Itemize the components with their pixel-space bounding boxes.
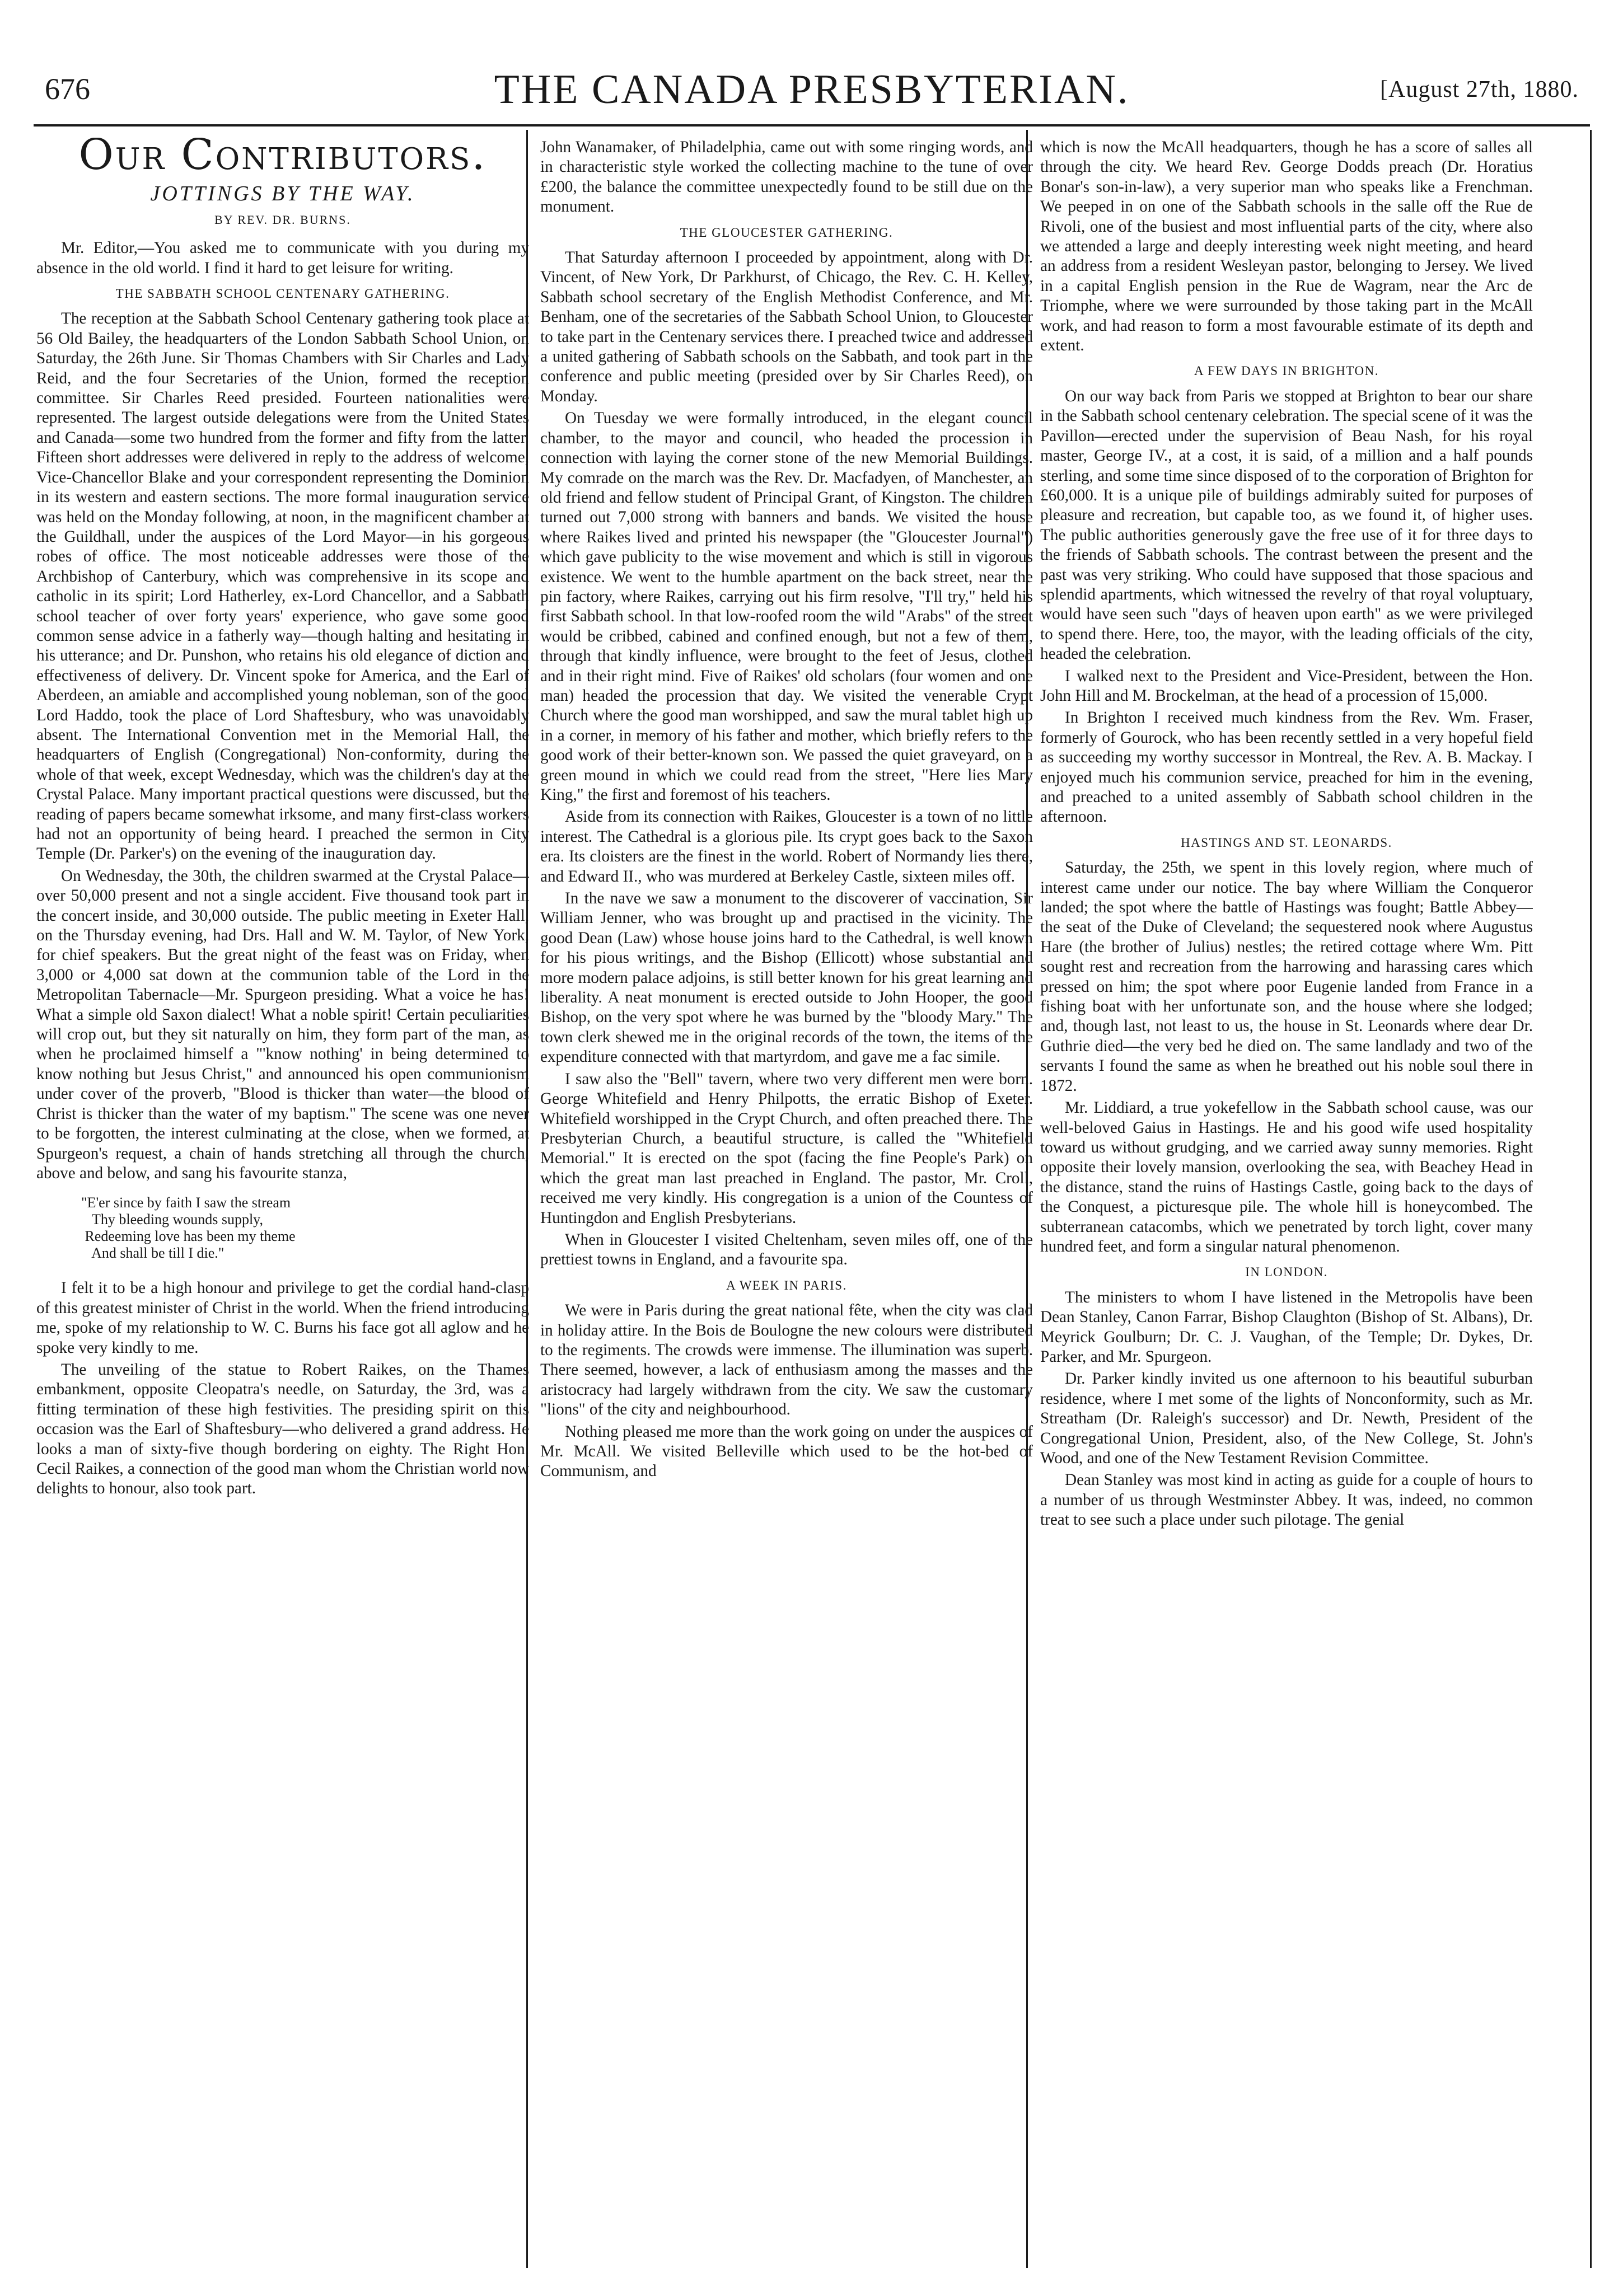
subheading: THE GLOUCESTER GATHERING.: [680, 225, 894, 240]
subheading: A WEEK IN PARIS.: [726, 1278, 847, 1292]
paragraph: I walked next to the President and Vice-President, between the Hon. John Hill and M. Brockelman, at the head of a procession of 15,000.: [1040, 667, 1533, 705]
column-3: [1040, 138, 1533, 2262]
column-2: [540, 138, 1033, 2262]
paragraph: Nothing pleased me more than the work going on under the auspices of Mr. McAll. We visited Belleville which used to be the hot-bed of Communism, and: [540, 1422, 1033, 1480]
subheading: IN LONDON.: [1245, 1265, 1328, 1280]
masthead-rule: [34, 124, 1590, 126]
paragraph: In the nave we saw a monument to the discoverer of vaccination, Sir William Jenner, who was brought up and practised in the vicinity. The good Dean (Law) whose house joins hard to the Cathedral, is well known for his pious writings, and the Bishop (Ellicott) whose substantial and more modern palace adjoins, is still better known for his great learning and liberality. A neat monument is erected outside to John Hooper, the good Bishop, on the very spot where he was burned by the "bloody Mary." The town clerk shewed me in the original records of the town, the items of the expenditure connected with that martyrdom, and gave me a fac simile.: [540, 889, 1033, 1066]
masthead: [34, 66, 1590, 116]
paragraph: On Tuesday we were formally introduced, in the elegant council chamber, to the mayor and council, who headed the procession in connection with laying the corner stone of the new Memorial Buildings. My comrade on the march was the Rev. Dr. Macfadyen, of Manchester, an old friend and fellow student of Principal Grant, of Kingston. The children turned out 7,000 strong with banners and bands. We visited the house where Raikes lived and printed his newspaper (the "Gloucester Journal") which gave publicity to the wise movement and which is still in vigorous existence. We went to the humble apartment on the back street, near the pin factory, where Raikes, carrying out his firm resolve, "I'll try," held his first Sabbath school. In that low-roofed room the wild "Arabs" of the street would be cribbed, cabined and confined enough, but not a few of them, through that kindly influence, were brought to the feet of Jesus, clothed and in their right mind. Five of Raikes' old scholars (four women and one man) headed the procession that day. We visited the venerable Crypt Church where the good man worshipped, and saw the mural tablet high up in a corner, in memory of his father and mother, which briefly refers to the good work of their better-known son. We passed the quiet graveyard, on a green mound in which we could read from the street, "Here lies Mary King," the first and foremost of his teachers.: [540, 409, 1033, 804]
paragraph: The unveiling of the statue to Robert Raikes, on the Thames embankment, opposite Cleopatra's needle, on Saturday, the 3rd, was a fitting termination of these high festivities. The presiding spirit on this occasion was the Earl of Shaftesbury—who delivered a grand address. He looks a man of sixty-five though bordering on eighty. The Right Hon. Cecil Raikes, a connection of the good man whom the Christian world now delights to honour, also took part.: [36, 1360, 529, 1498]
paragraph: Aside from its connection with Raikes, Gloucester is a town of no little interest. The Cathedral is a glorious pile. Its crypt goes back to the Saxon era. Its cloisters are the finest in the world. Robert of Normandy lies there, and Edward II., who was murdered at Berkeley Castle, sixteen miles off.: [540, 808, 1033, 885]
newspaper-title: THE CANADA PRESBYTERIAN.: [494, 67, 1130, 113]
paragraph: Saturday, the 25th, we spent in this lovely region, where much of interest came under our notice. The bay where William the Conqueror landed; the spot where the battle of Hastings was fought; Battle Abbey—the seat of the Duke of Cleveland; the sequestered nook where Augustus Hare (the brother of Julius) nestles; the retired cottage where Wm. Pitt sought rest and recreation from the harrowing and harassing cares which pressed on him; the spot where poor Eugenie landed from France in a fishing boat with her unfortunate son, and the house where she lodged; and, though last, not least to us, the house in St. Leonards where dear Dr. Guthrie died—the very bed he died on. The same landlady and two of the servants I found the same as when he breathed out his noble soul there in 1872.: [1040, 859, 1533, 1095]
column-1: [36, 138, 529, 2262]
paragraph: The ministers to whom I have listened in the Metropolis have been Dean Stanley, Canon Farrar, Bishop Claughton (Bishop of St. Albans), Dr. Meyrick Goulburn; Dr. C. J. Vaughan, of the Temple; Dr. Dykes, Dr. Parker, and Mr. Spurgeon.: [1040, 1288, 1533, 1366]
paragraph: Dr. Parker kindly invited us one afternoon to his beautiful suburban residence, where I met some of the lights of Nonconformity, such as Mr. Streatham (Dr. Raleigh's successor) and Dr. Newth, President of the Congregational Union, President, also, of the New College, St. John's Wood, and one of the New Testament Revision Committee.: [1040, 1370, 1533, 1467]
paragraph: Dean Stanley was most kind in acting as guide for a couple of hours to a number of us through Westminster Abbey. It was, indeed, no common treat to see such a place under such pilotage. The genial: [1040, 1471, 1533, 1529]
hymn-verse: "E'er since by faith I saw the stream Thy bleeding wounds supply, Redeeming love has been my theme And shall be till I die.": [81, 1194, 296, 1262]
paragraph: I felt it to be a high honour and privilege to get the cordial hand-clasp of this greatest minister of Christ in the world. When the friend introducing me, spoke of my relationship to W. C. Burns his face got all aglow and he spoke very kindly to me.: [36, 1279, 529, 1357]
subheading: HASTINGS AND ST. LEONARDS.: [1181, 835, 1392, 850]
paragraph: We were in Paris during the great national fête, when the city was clad in holiday attire. In the Bois de Boulogne the new colours were distributed to the regiments. The crowds were immense. The illumination was superb. There seemed, however, a lack of enthusiasm among the masses and the aristocracy had largely withdrawn from the city. We saw the customary "lions" of the city and neighbourhood.: [540, 1301, 1033, 1419]
paragraph: In Brighton I received much kindness from the Rev. Wm. Fraser, formerly of Gourock, who has been recently settled in a very hopeful field as succeeding my worthy successor in Montreal, the Rev. A. B. Mackay. I enjoyed much his communion service, preached for him in the evening, and preached to a united assembly of Sabbath school children in the afternoon.: [1040, 709, 1533, 826]
paragraph: That Saturday afternoon I proceeded by appointment, along with Dr. Vincent, of New York, Dr Parkhurst, of Chicago, the Rev. C. H. Kelley, Sabbath school secretary of the English Methodist Conference, and Mr. Benham, one of the secretaries of the Sabbath School Union, to Gloucester to take part in the Centenary services there. I preached twice and addressed a united gathering of Sabbath schools on the Sabbath, and took part in the conference and public meeting (presided over by Sir Charles Reed), on Monday.: [540, 249, 1033, 405]
page-number: 676: [45, 72, 90, 106]
paragraph: John Wanamaker, of Philadelphia, came out with some ringing words, and in characteristic style worked the collecting machine to the tune of over £200, the balance the committee unexpectedly found to be still due on the monument.: [540, 138, 1033, 216]
section-title: Our Contributors.: [78, 138, 487, 179]
subheading: A FEW DAYS IN BRIGHTON.: [1194, 364, 1379, 378]
subheading: THE SABBATH SCHOOL CENTENARY GATHERING.: [115, 287, 450, 301]
paragraph: Mr. Editor,—You asked me to communicate with you during my absence in the old world. I find it hard to get leisure for writing.: [36, 239, 529, 277]
paragraph: Mr. Liddiard, a true yokefellow in the Sabbath school cause, was our well-beloved Gaius in Hastings. He and his good wife used hospitality toward us without grudging, and we carried away sunny memories. Right opposite their lovely mansion, overlooking the sea, with Beachey Head in the distance, stand the ruins of Hastings Castle, going back to the days of the Conquest, a picturesque pile. The whole hill is honeycombed. The subterranean catacombs, which we penetrated by torch light, cover many hundred feet, and form a singular natural phenomenon.: [1040, 1099, 1533, 1255]
paragraph: I saw also the "Bell" tavern, where two very different men were born. George Whitefield and Henry Philpotts, the erratic Bishop of Exeter. Whitefield worshipped in the Crypt Church, and often preached there. The Presbyterian Church, a beautiful structure, is called the "Whitefield Memorial." It is erected on the spot (facing the fine People's Park) on which the great man last preached in England. The pastor, Mr. Croll, received me very kindly. His congregation is a union of the Countess of Huntingdon and English Presbyterians.: [540, 1070, 1033, 1227]
paragraph: When in Gloucester I visited Cheltenham, seven miles off, one of the prettiest towns in England, and a favourite spa.: [540, 1230, 1033, 1269]
page-edge-rule: [1590, 130, 1592, 2268]
byline: BY REV. DR. BURNS.: [214, 212, 351, 227]
paragraph: On Wednesday, the 30th, the children swarmed at the Crystal Palace—over 50,000 present and not a single accident. Five thousand took part in the concert inside, and 30,000 outside. The public meeting in Exeter Hall, on the Thursday evening, had Drs. Hall and W. M. Taylor, of New York, for chief speakers. But the great night of the feast was on Friday, when 3,000 or 4,000 sat down at the communion table of the Lord in the Metropolitan Tabernacle—Mr. Spurgeon presiding. What a voice he has! What a simple old Saxon dialect! What a noble spirit! Certain peculiarities will crop out, but they sit naturally on him, they form part of the man, as when he proclaimed himself a "'know nothing' in being determined to know nothing but Jesus Christ," and announced his open communionism under cover of the proverb, "Blood is thicker than water—the blood of Christ is thicker than the water of my baptism." The scene was one never to be forgotten, the interest culminating at the close, when we formed, at Spurgeon's request, a chain of hands stretching all through the church, above and below, and sang his favourite stanza,: [36, 866, 529, 1182]
paragraph: On our way back from Paris we stopped at Brighton to bear our share in the Sabbath school centenary celebration. The special scene of it was the Pavillon—erected under the supervision of Beau Nash, for his royal master, George IV., at a cost, it is said, of a million and a half pounds sterling, and some time since disposed of to the corporation of Brighton for £60,000. It is a unique pile of buildings admirably suited for purposes of pleasure and recreation, but capable too, as we found it, of higher uses. The public authorities generously gave the free use of it for three days to the friends of Sabbath schools. The contrast between the present and the past was very striking. Who could have supposed that those spacious and splendid apartments, which witnessed the revelry of that royal voluptuary, would have seen such "days of heaven upon earth" as we were privileged to spend there. Here, too, the mayor, with the leading officials of the city, headed the celebration.: [1040, 387, 1533, 663]
article-title: JOTTINGS BY THE WAY.: [150, 182, 415, 206]
paragraph: The reception at the Sabbath School Centenary gathering took place at 56 Old Bailey, the headquarters of the London Sabbath School Union, on Saturday, the 26th June. Sir Thomas Chambers with Sir Charles and Lady Reid, and the four Secretaries of the Union, formed the reception committee. Sir Charles Reed presided. Fourteen nationalities were represented. The largest outside delegations were from the United States and Canada—some two hundred from the former and fifty from the latter. Fifteen short addresses were delivered in reply to the address of welcome, Vice-Chancellor Blake and your correspondent representing the Dominion in its western and eastern sections. The more formal inauguration service was held on the Monday following, at noon, in the magnificent chamber at the Guildhall, under the auspices of the Lord Mayor—in his gorgeous robes of office. The most noticeable addresses were those of the Archbishop of Canterbury, which was comprehensive in its scope and catholic in its spirit; Lord Hatherley, ex-Lord Chancellor, and a Sabbath school teacher of over forty years' experience, who gave some good common sense advice in a fatherly way—though halting and hesitating in his utterance; and Dr. Punshon, who retains his old elegance of diction and effectiveness of delivery. Dr. Vincent spoke for America, and the Earl of Aberdeen, an amiable and accomplished young nobleman, son of the good Lord Haddo, took the place of Lord Shaftesbury, who was unavoidably absent. The International Convention met in the Memorial Hall, the headquarters of English (Congregational) Non-conformity, during the whole of that week, except Wednesday, which was the children's day at the Crystal Palace. Many important practical questions were discussed, but the reading of papers became somewhat irksome, and many first-class workers had not an opportunity of being heard. I preached the sermon in City Temple (Dr. Parker's) on the evening of the inauguration day.: [36, 310, 529, 863]
issue-date: [August 27th, 1880.: [1380, 77, 1579, 102]
paragraph: which is now the McAll headquarters, though he has a score of salles all through the city. We heard Rev. George Dodds preach (Dr. Horatius Bonar's son-in-law), a very superior man who speaks like a Frenchman. We peeped in on one of the Sabbath schools in the salle off the Rue de Rivoli, one of the busiest and most influential parts of the city, where also we attended a large and deeply interesting week night meeting, and heard an address from a resident Wesleyan pastor, belonging to Jersey. We lived in a capital English pension in the Rue de Wagram, near the Arc de Triomphe, where we were surrounded by those taking part in the McAll work, and had reason to form a most favourable estimate of its depth and extent.: [1040, 138, 1533, 355]
